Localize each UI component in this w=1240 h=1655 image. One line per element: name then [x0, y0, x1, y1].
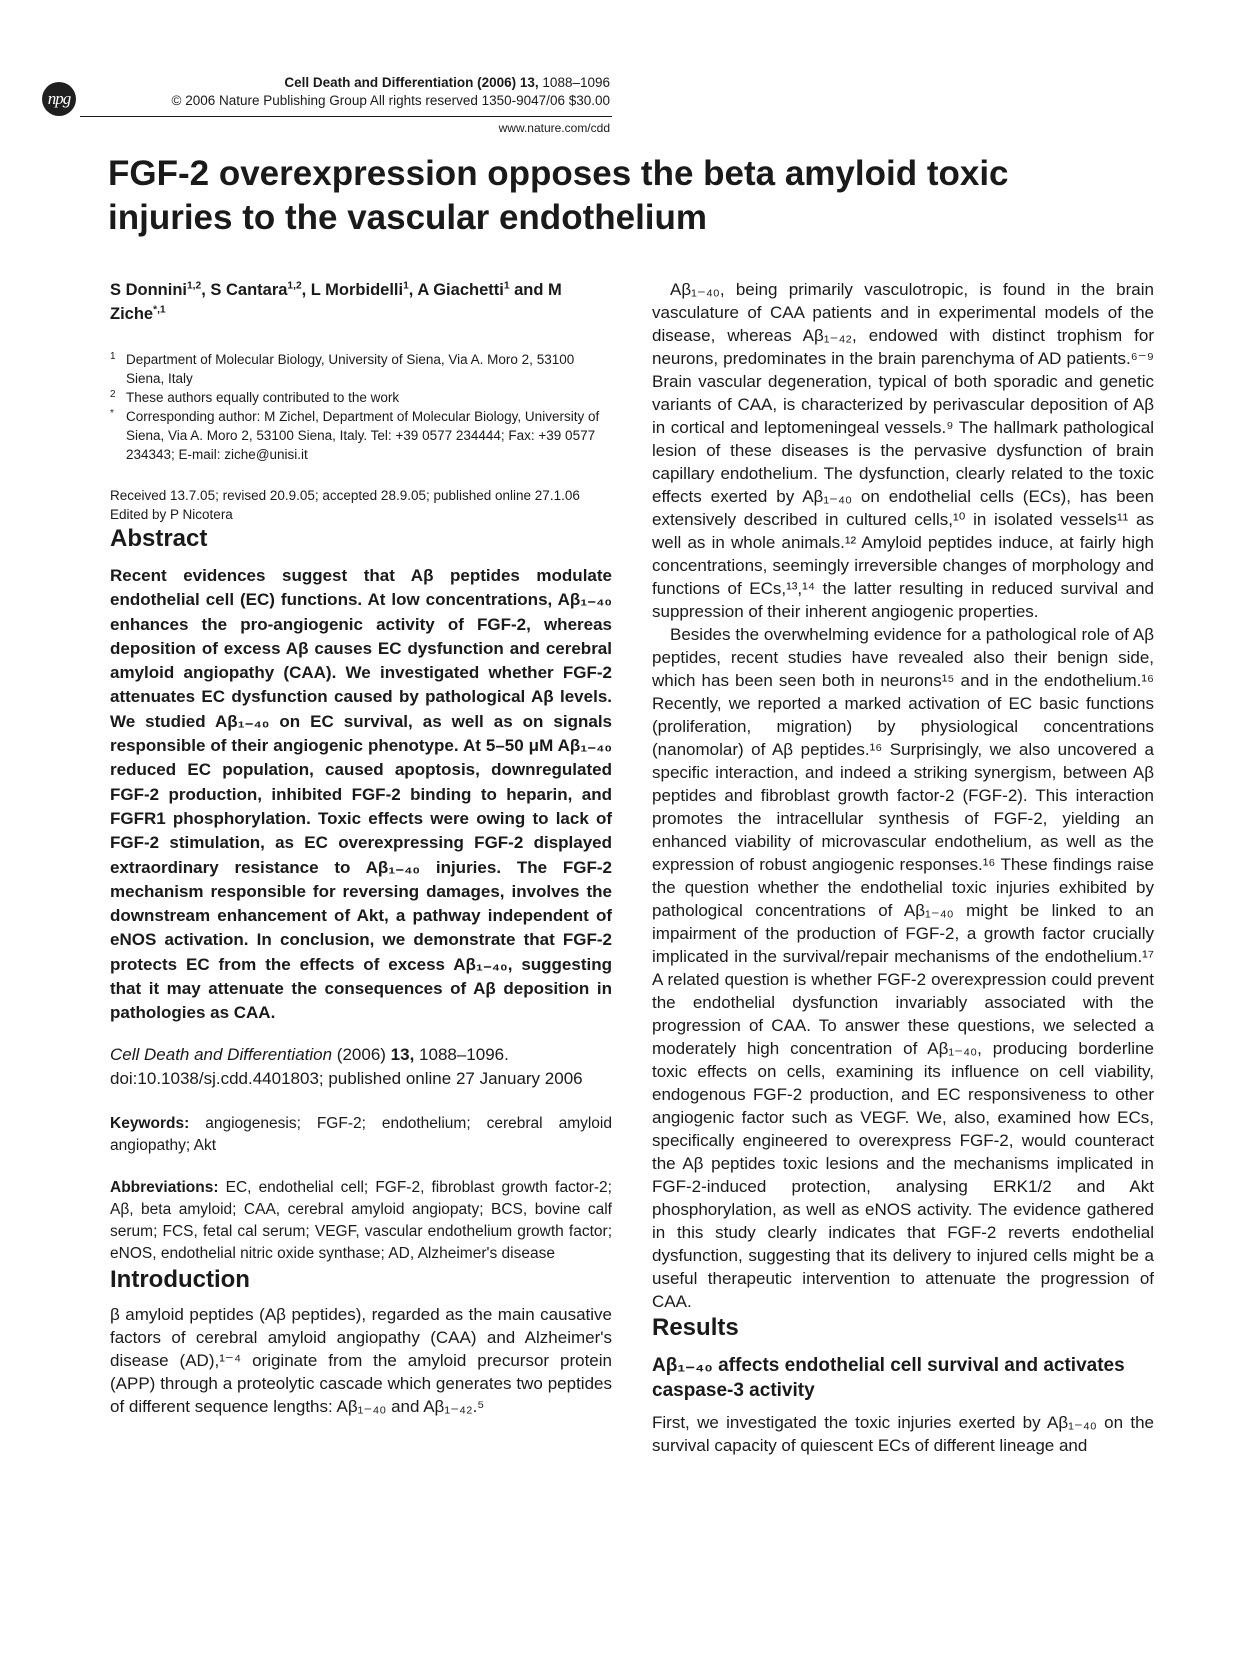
keywords	[110, 1113, 612, 1157]
edited-by: Edited by P Nicotera	[110, 507, 233, 522]
affiliation-text: Corresponding author: M Zichel, Department of Molecular Biology, University of Siena, Via A. Moro 2, 53100 Siena, Italy. Tel: +39 0577 234444; Fax: +39 0577 234343; E-mail: ziche@unisi.it	[126, 409, 600, 462]
affiliation-text: Department of Molecular Biology, University of Siena, Via A. Moro 2, 53100 Siena, Italy	[126, 352, 575, 386]
introduction-paragraph: Aβ₁₋₄₀, being primarily vasculotropic, is found in the brain vasculature of CAA patients and in experimental models of the disease, whereas Aβ₁₋₄₂, endowed with distinct trophism for neurons, predominates in the brain parenchyma of AD patients.⁶⁻⁹ Brain vascular degeneration, typical of both sporadic and genetic variants of CAA, is characterized by perivascular deposition of Aβ in cortical and leptomeningeal vessels.⁹ The hallmark pathological lesion of these diseases is the pervasive dysfunction of brain capillary endothelium. The dysfunction, clearly related to the toxic effects exerted by Aβ₁₋₄₀ on endothelial cells (ECs), has been extensively described in cultured cells,¹⁰ in isolated vessels¹¹ as well as in whole animals.¹² Amyloid peptides induce, at fairly high concentrations, seemingly irreversible changes of morphology and functions of ECs,¹³,¹⁴ the latter resulting in reduced survival and suppression of their inherent angiogenic properties.	[652, 280, 1154, 621]
journal-header	[172, 74, 610, 110]
affiliation-item	[110, 350, 612, 388]
author-name: S Donnini	[110, 281, 187, 299]
affiliation-list	[110, 350, 612, 464]
doi-line[interactable]: doi:10.1038/sj.cdd.4401803; published online 27 January 2006	[110, 1068, 583, 1088]
journal-citation	[172, 74, 610, 92]
citation-journal: Cell Death and Differentiation	[110, 1044, 333, 1064]
article-history	[110, 486, 612, 524]
results-subheading: Aβ₁₋₄₀ affects endothelial cell survival and activates caspase-3 activity	[652, 1355, 1125, 1401]
received-dates: Received 13.7.05; revised 20.9.05; accepted 28.9.05; published online 27.1.06	[110, 488, 580, 503]
affiliation-item	[110, 407, 612, 464]
article-title: FGF-2 overexpression opposes the beta amyloid toxic injuries to the vascular endothelium	[108, 154, 1009, 237]
journal-url[interactable]: www.nature.com/cdd	[498, 121, 610, 135]
citation-pages: 1088–1096.	[414, 1044, 509, 1064]
copyright-line: © 2006 Nature Publishing Group All rights reserved 1350-9047/06 $30.00	[171, 93, 610, 108]
abbreviations-text: EC, endothelial cell; FGF-2, fibroblast growth factor-2; Aβ, beta amyloid; CAA, cerebral amyloid angiopaty; BCS, bovine calf serum; FCS, fetal cal serum; VEGF, vascular endothelium growth factor; eNOS, endothelial nitric oxide synthase; AD, Alzheimer's disease	[110, 1179, 612, 1263]
author-affil-mark: 1,2	[187, 280, 202, 292]
author-name: , S Cantara	[201, 281, 288, 299]
abstract-citation	[110, 1043, 612, 1067]
author-name: , A Giachetti	[408, 281, 504, 299]
author-affil-mark: 1	[503, 280, 510, 292]
introduction-paragraph: Besides the overwhelming evidence for a pathological role of Aβ peptides, recent studies have revealed also their benign side, which has been seen both in neurons¹⁵ and in the endothelium.¹⁶ Recently, we reported a marked activation of EC basic functions (proliferation, migration) by physiological concentrations (nanomolar) of Aβ peptides.¹⁶ Surprisingly, we also uncovered a specific interaction, and indeed a striking synergism, between Aβ peptides and fibroblast growth factor-2 (FGF-2). This interaction promotes the intracellular synthesis of FGF-2, yielding an enhanced viability of microvascular endothelium, as well as the expression of robust angiogenic responses.¹⁶ These findings raise the question whether the endothelial toxic injuries exhibited by pathological concentrations of Aβ₁₋₄₀ might be linked to an impairment of the production of FGF-2, a growth factor crucially implicated in the survival/repair mechanisms of the endothelium.¹⁷ A related question is whether FGF-2 overexpression could prevent the endothelial dysfunction invariably associated with the progression of CAA. To answer these questions, we selected a moderately high concentration of Aβ₁₋₄₀, producing borderline toxic effects on cells, examining its influence on cell viability, endogenous FGF-2 production, and EC responsiveness to other angiogenic factor such as VEGF. We, also, examined how ECs, specifically engineered to overexpress FGF-2, would counteract the Aβ peptides toxic lesions and the mechanisms implicated in FGF-2-induced protection, analysing ERK1/2 and Akt phosphorylation, as well as eNOS activity. The evidence gathered in this study clearly indicates that FGF-2 reverts endothelial dysfunction, suggesting that its delivery to injured cells might be a useful therapeutic intervention to attenuate the progression of CAA.	[652, 625, 1154, 1311]
introduction-heading: Introduction	[110, 1266, 250, 1294]
affiliation-text: These authors equally contributed to the work	[126, 390, 400, 405]
affiliation-mark: 1	[110, 351, 116, 362]
abstract-heading: Abstract	[110, 525, 208, 552]
abstract-text: Recent evidences suggest that Aβ peptides modulate endothelial cell (EC) functions. At low concentrations, Aβ₁₋₄₀ enhances the pro-angiogenic activity of FGF-2, whereas deposition of excess Aβ causes EC dysfunction and cerebral amyloid angiopathy (CAA). We investigated whether FGF-2 attenuates EC dysfunction caused by pathological Aβ levels. We studied Aβ₁₋₄₀ on EC survival, as well as on signals responsible of their angiogenic phenotype. At 5–50 μM Aβ₁₋₄₀ reduced EC population, caused apoptosis, downregulated FGF-2 production, inhibited FGF-2 binding to heparin, and FGFR1 phosphorylation. Toxic effects were owing to lack of FGF-2 stimulation, as EC overexpressing FGF-2 displayed extraordinary resistance to Aβ₁₋₄₀ injuries. The FGF-2 mechanism responsible for reversing damages, involves the downstream enhancement of Akt, a pathway independent of eNOS activation. In conclusion, we demonstrate that FGF-2 protects EC from the effects of excess Aβ₁₋₄₀, suggesting that it may attenuate the consequences of Aβ deposition in pathologies as CAA.	[110, 566, 612, 1023]
abbreviations-label: Abbreviations:	[110, 1179, 219, 1197]
author-affil-mark: *,1	[153, 304, 166, 316]
results-paragraph: First, we investigated the toxic injuries exerted by Aβ₁₋₄₀ on the survival capacity of quiescent ECs of different lineage and	[652, 1413, 1154, 1455]
left-column	[110, 278, 612, 1418]
npg-logo: npg	[42, 82, 76, 116]
journal-pages: 1088–1096	[542, 75, 610, 90]
abbreviations	[110, 1177, 612, 1265]
affiliation-mark: 2	[110, 389, 116, 400]
affiliation-mark: *	[110, 408, 114, 419]
keywords-text: angiogenesis; FGF-2; endothelium; cerebral amyloid angiopathy; Akt	[110, 1115, 612, 1155]
author-affil-mark: 1	[403, 280, 409, 292]
journal-name: Cell Death and Differentiation (2006) 13,	[284, 75, 539, 90]
results-heading: Results	[652, 1314, 739, 1341]
author-list	[110, 278, 612, 326]
header-divider	[80, 116, 612, 117]
citation-year: (2006)	[332, 1044, 391, 1064]
keywords-label: Keywords:	[110, 1115, 190, 1133]
author-name: , L Morbidelli	[301, 281, 404, 299]
author-name: and M Ziche	[110, 281, 562, 323]
citation-volume: 13,	[390, 1044, 415, 1064]
right-column	[652, 278, 1154, 1457]
affiliation-item	[110, 388, 612, 407]
introduction-paragraph: β amyloid peptides (Aβ peptides), regarded as the main causative factors of cerebral amyloid angiopathy (CAA) and Alzheimer's disease (AD),¹⁻⁴ originate from the amyloid precursor protein (APP) through a proteolytic cascade which generates two peptides of different sequence lengths: Aβ₁₋₄₀ and Aβ₁₋₄₂.⁵	[110, 1305, 612, 1417]
author-affil-mark: 1,2	[287, 280, 302, 292]
